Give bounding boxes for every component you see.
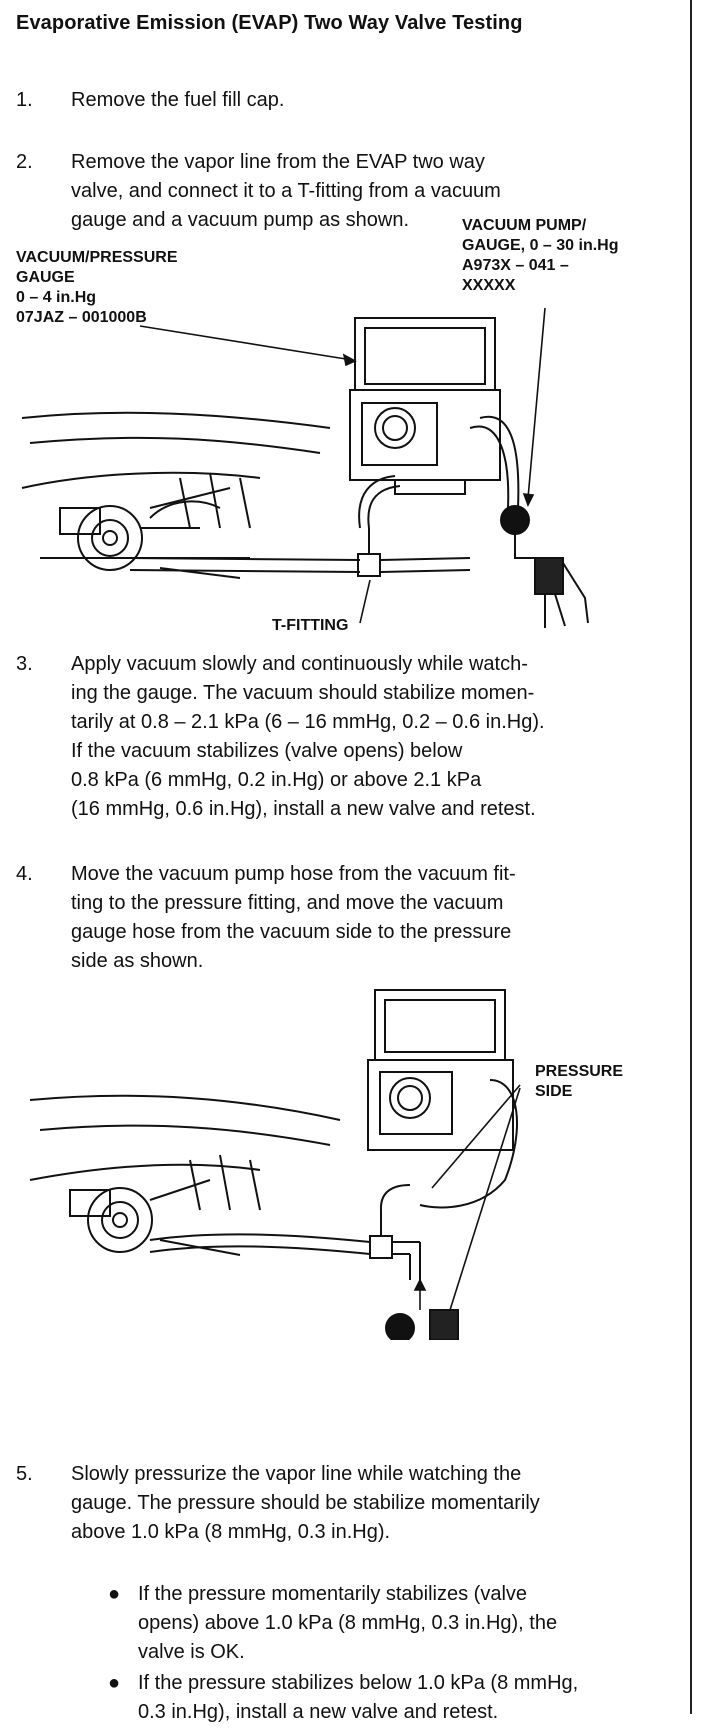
bullet-icon: ●	[108, 1672, 121, 1694]
bullet-icon: ●	[108, 1583, 121, 1605]
step-text: Apply vacuum slowly and continuously while watch- ing the gauge. The vacuum should stabilize momen- tarily at 0.8 – 2.1 kPa (6 – 16 mmHg, 0.2 – 0.6 in.Hg). If the vacuum stabilizes (valve opens) below 0.8 kPa (6 mmHg, 0.2 in.Hg) or above 2.1 kPa (16 mmHg, 0.6 in.Hg), install a new valve and retest.	[71, 653, 545, 820]
pressure-side-label: PRESSURE SIDE	[535, 1063, 624, 1100]
step-number: 5.	[16, 1463, 33, 1485]
figure-vacuum-test	[0, 217, 690, 634]
step-number: 3.	[16, 653, 33, 675]
page-title: Evaporative Emission (EVAP) Two Way Valve Testing	[16, 12, 523, 34]
page-right-rule	[690, 0, 692, 1714]
figure-pressure-test	[0, 980, 690, 1340]
step-number: 4.	[16, 863, 33, 885]
vacuum-pump-label: VACUUM PUMP/ GAUGE, 0 – 30 in.Hg A973X – 041 – XXXXX	[462, 217, 619, 294]
bullet-replace-valve: ● If the pressure stabilizes below 1.0 kPa (8 mmHg, 0.3 in.Hg), install a new valve and retest.	[108, 1669, 678, 1727]
step-1	[16, 86, 676, 115]
step-text: Remove the fuel fill cap.	[71, 89, 285, 111]
step-3	[16, 650, 676, 824]
t-fitting-label: T-FITTING	[272, 617, 349, 634]
result-bullets	[108, 1580, 678, 1729]
step-number: 1.	[16, 89, 33, 111]
step-text: Move the vacuum pump hose from the vacuum fit- ting to the pressure fitting, and move the vacuum gauge hose from the vacuum side to the pressure side as shown.	[71, 863, 516, 972]
step-text: Remove the vapor line from the EVAP two way valve, and connect it to a T-fitting from a vacuum gauge and a vacuum pump as shown.	[71, 151, 501, 231]
step-4	[16, 860, 676, 976]
step-number: 2.	[16, 151, 33, 173]
step-text: Slowly pressurize the vapor line while watching the gauge. The pressure should be stabilize momentarily above 1.0 kPa (8 mmHg, 0.3 in.Hg).	[71, 1463, 540, 1543]
step-5	[16, 1460, 676, 1547]
pressure-test-illustration	[0, 980, 690, 1340]
bullet-valve-ok: ● If the pressure momentarily stabilizes (valve opens) above 1.0 kPa (8 mmHg, 0.3 in.Hg), the valve is OK.	[108, 1580, 678, 1667]
vacuum-pressure-gauge-label: VACUUM/PRESSURE GAUGE 0 – 4 in.Hg 07JAZ – 001000B	[16, 249, 178, 326]
